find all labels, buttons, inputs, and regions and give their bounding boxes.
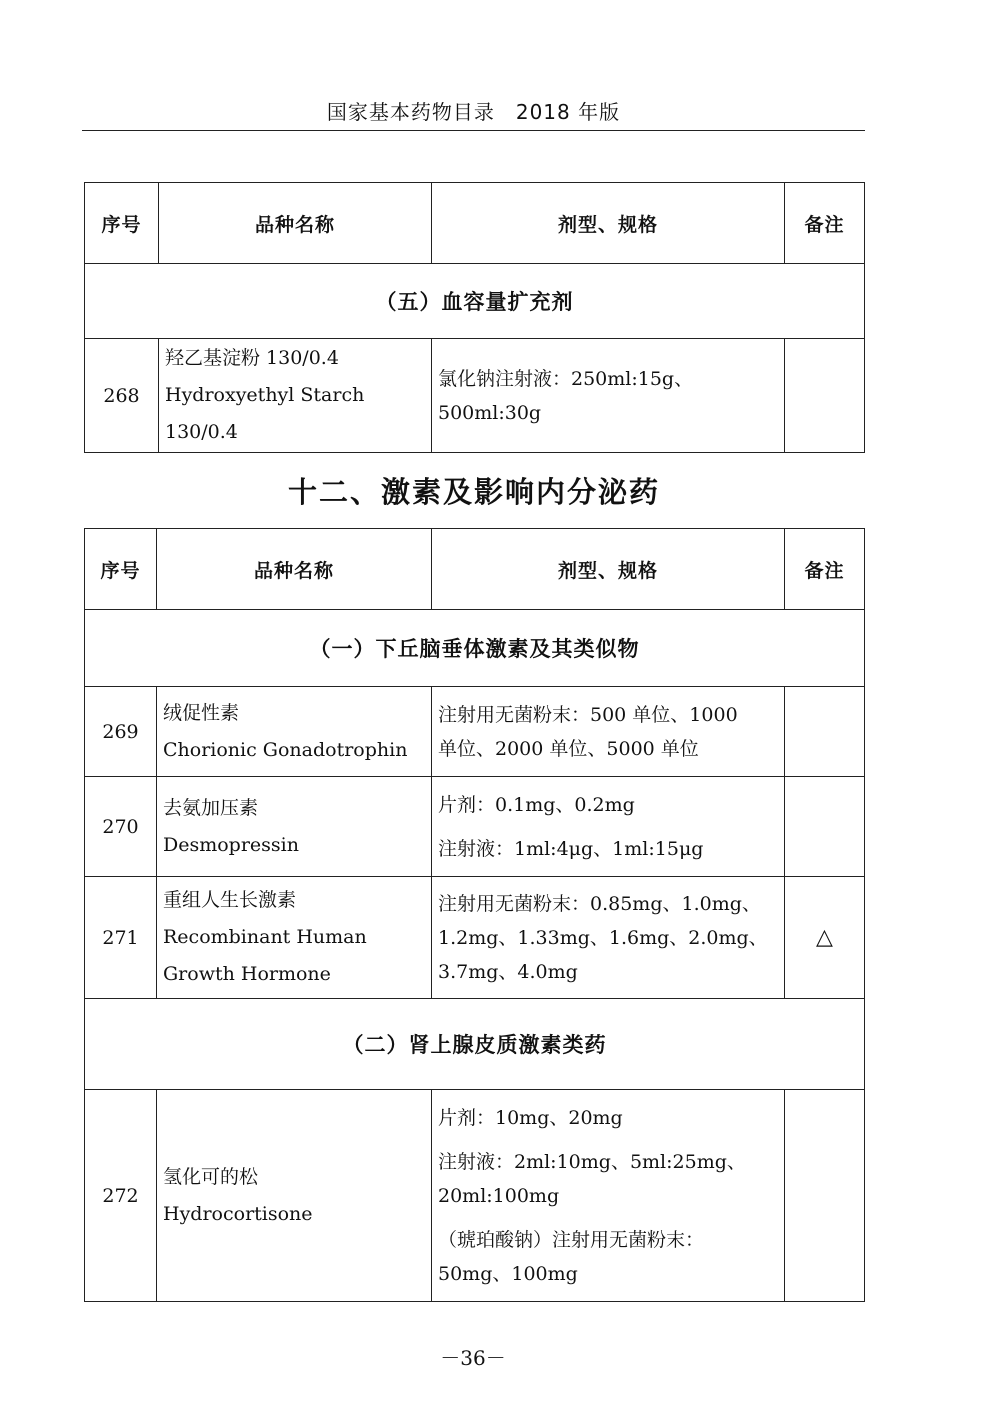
spec-line: 50mg、100mg: [438, 1262, 578, 1285]
spec-cell: [432, 1090, 785, 1302]
spec-cell: [432, 687, 785, 777]
chapter-title: 十二、激素及影响内分泌药: [287, 475, 660, 509]
section-title: （二）肾上腺皮质激素类药: [85, 999, 865, 1090]
col-header-name: 品种名称: [157, 529, 432, 610]
spec-line: 1.2mg、1.33mg、1.6mg、2.0mg、: [438, 926, 768, 949]
row-number: 272: [85, 1090, 157, 1302]
drug-name-cell: [157, 1090, 432, 1302]
spec-line: 注射用无菌粉末：500 单位、1000: [438, 703, 738, 726]
note-cell: [785, 339, 865, 453]
page-header: 国家基本药物目录 2018 年版: [326, 100, 621, 124]
col-header-note: 备注: [785, 183, 865, 264]
col-header-num: 序号: [85, 183, 159, 264]
note-cell: [785, 687, 865, 777]
row-number: 268: [85, 339, 159, 453]
row-number: 270: [85, 777, 157, 877]
page-number: －36－: [440, 1346, 506, 1370]
spec-line: 氯化钠注射液：250ml:15g、: [438, 367, 694, 390]
col-header-num: 序号: [85, 529, 157, 610]
drug-name-cell: [157, 877, 432, 999]
spec-line: 单位、2000 单位、5000 单位: [438, 737, 699, 760]
col-header-name: 品种名称: [159, 183, 432, 264]
table-row: [85, 777, 865, 877]
triangle-mark-icon: △: [785, 877, 865, 999]
drug-name-en: Recombinant Human: [163, 926, 367, 948]
table-row: [85, 1090, 865, 1302]
header-rule: [82, 130, 865, 131]
drug-name-zh: 去氨加压素: [163, 796, 259, 819]
drug-name-en: Hydroxyethyl Starch: [165, 384, 365, 406]
spec-line: 3.7mg、4.0mg: [438, 960, 578, 983]
section-row: [85, 999, 865, 1090]
drug-name-cell: [157, 687, 432, 777]
spec-line: 20ml:100mg: [438, 1184, 560, 1207]
table-header-row: [85, 183, 865, 264]
drug-table-1: [84, 182, 865, 453]
drug-name-cell: [157, 777, 432, 877]
table-header-row: [85, 529, 865, 610]
spec-line: 500ml:30g: [438, 401, 542, 424]
note-cell: [785, 1090, 865, 1302]
drug-name-en: Chorionic Gonadotrophin: [163, 738, 408, 761]
drug-name-cell: [159, 339, 432, 453]
spec-line: 注射液：1ml:4μg、1ml:15μg: [438, 837, 704, 860]
spec-cell: [432, 777, 785, 877]
note-cell: [785, 777, 865, 877]
drug-table-2: [84, 528, 865, 1302]
spec-line: （琥珀酸钠）注射用无菌粉末：: [438, 1228, 705, 1251]
table-row: [85, 877, 865, 999]
section-row: [85, 610, 865, 687]
drug-name-en: Hydrocortisone: [163, 1202, 313, 1225]
drug-name-zh: 绒促性素: [163, 701, 240, 724]
spec-cell: [432, 877, 785, 999]
drug-name-zh: 氢化可的松: [163, 1165, 259, 1188]
table-row: [85, 687, 865, 777]
spec-line: 片剂：10mg、20mg: [438, 1106, 623, 1129]
spec-line: 片剂：0.1mg、0.2mg: [438, 793, 635, 816]
spec-line: 注射用无菌粉末：0.85mg、1.0mg、: [438, 892, 761, 915]
col-header-spec: 剂型、规格: [432, 183, 785, 264]
row-number: 269: [85, 687, 157, 777]
col-header-note: 备注: [785, 529, 865, 610]
drug-name-zh: 羟乙基淀粉 130/0.4: [165, 347, 339, 369]
section-title: （一）下丘脑垂体激素及其类似物: [85, 610, 865, 687]
col-header-spec: 剂型、规格: [432, 529, 785, 610]
section-title: （五）血容量扩充剂: [85, 264, 865, 339]
drug-name-en: Desmopressin: [163, 833, 299, 856]
drug-name-en-cont: 130/0.4: [165, 421, 238, 443]
table-row: [85, 339, 865, 453]
section-row: [85, 264, 865, 339]
row-number: 271: [85, 877, 157, 999]
spec-cell: [432, 339, 785, 453]
spec-line: 注射液：2ml:10mg、5ml:25mg、: [438, 1150, 746, 1173]
drug-name-en-cont: Growth Hormone: [163, 963, 331, 985]
drug-name-zh: 重组人生长激素: [163, 889, 297, 911]
